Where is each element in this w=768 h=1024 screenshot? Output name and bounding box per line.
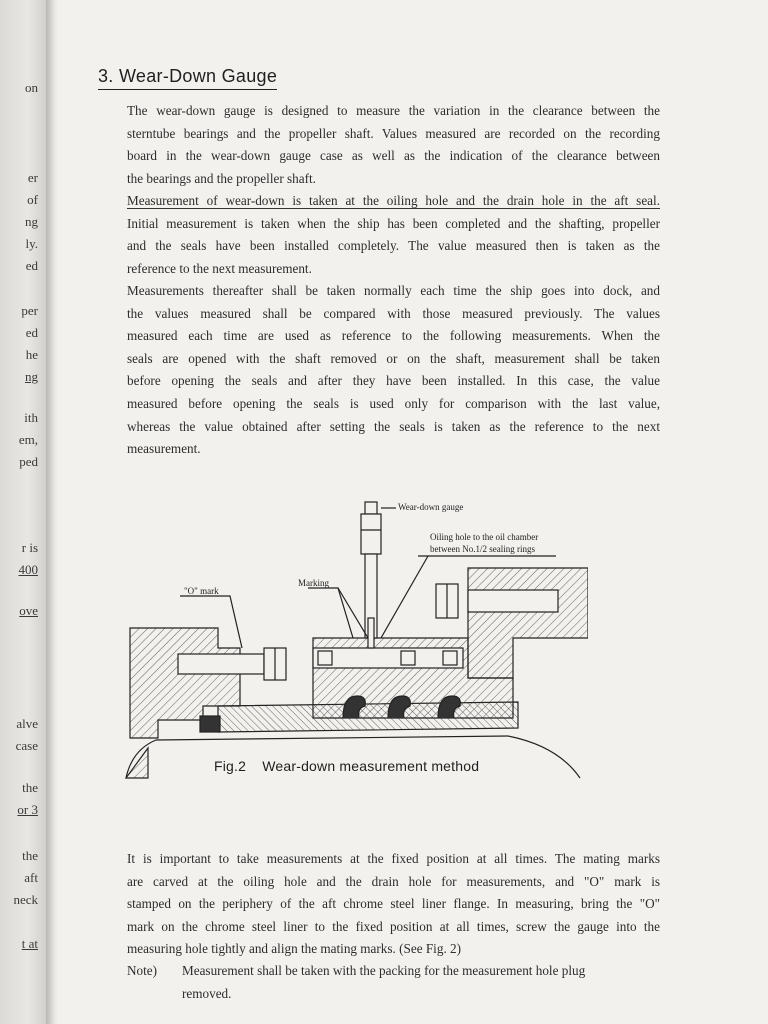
paragraph-initial-measurement [127,190,660,280]
gauge-knob [365,502,377,514]
text-line: the values measured shall be compared with those measured previously. The values [127,305,660,321]
text-line: whereas the value obtained after setting the seals is taken as the reference to the next [127,418,660,434]
section-number: 3. [98,66,114,86]
shaft-outline-right [508,736,580,778]
paragraph-purpose [127,100,660,190]
oil-passage [313,648,463,668]
label-o-mark: "O" mark [184,586,219,596]
margin-fragment: 400 [18,562,38,577]
margin-fragment: of [27,192,38,207]
text-line: Measurements thereafter shall be taken normally each time the ship goes into dock, and [127,283,660,298]
margin-fragment: t at [21,936,38,951]
underlined-text: Measurement of wear-down is taken at the oiling hole and the drain hole in the aft seal. [127,193,660,208]
figure-caption-text: Wear-down measurement method [262,758,480,774]
label-wear-down-gauge: Wear-down gauge [398,502,464,512]
leader-marking-2 [338,588,368,638]
o-ring-seal [200,716,220,732]
paragraph-fixed-position [127,848,660,961]
note-line-1: Measurement shall be taken with the packing for the measurement hole plug [182,963,586,978]
margin-fragment: or 3 [17,802,38,817]
margin-fragment: er [27,170,38,185]
left-bolt-shank [178,654,264,674]
text-line: sterntube bearings and the propeller shaft. Values measured are recorded on the recording [127,125,660,141]
margin-fragment: he [25,347,38,362]
text-line: the bearings and the propeller shaft. [127,170,316,186]
leader-marking-1 [308,588,353,638]
text-line: Initial measurement is taken when the ship has been completed and the shafting, propeller [127,215,660,231]
text-line: measured before opening the seals is used only for comparison with the last value, [127,395,660,411]
note-tag: Note) [127,963,158,978]
text-line-underlined [127,190,660,213]
section-title: Wear-Down Gauge [118,66,278,86]
label-marking: Marking [298,578,329,588]
wear-down-gauge-diagram [118,488,588,788]
text-line: board in the wear-down gauge case as well as the indication of the clearance between [127,148,660,164]
margin-fragment: em, [18,432,38,447]
margin-fragment: ped [19,454,38,469]
margin-fragment: ng [25,369,38,384]
margin-fragment: alve [16,716,38,731]
text-line: measurement. [127,441,201,457]
margin-fragment: ly. [25,236,38,251]
gauge-body [361,514,381,554]
text-line: and the seals have been installed completely. The value measured then is taken as the [127,238,660,254]
text-line: seals are opened with the shaft removed or on the shaft, measurement shall be taken [127,350,660,366]
right-housing [468,568,588,678]
margin-fragment: ove [19,603,38,618]
margin-fragment: aft [24,870,38,885]
margin-fragment: case [15,738,38,753]
text-line: are carved at the oiling hole and the drain hole for measurements, and "O" mark is [127,873,660,889]
margin-fragment: on [25,80,38,95]
margin-fragment: ed [25,258,38,273]
margin-fragment: ed [25,325,38,340]
text-line: mark on the chrome steel liner to the fixed position at all times, screw the gauge into the [127,918,660,934]
text-line: stamped on the periphery of the aft chrome steel liner flange. In measuring, bring the "O" [127,896,660,912]
label-oiling-hole-line1: Oiling hole to the oil chamber [430,532,539,542]
margin-fragment: per [21,303,38,318]
text-line: measuring hole tightly and align the mating marks. (See Fig. 2) [127,941,462,957]
margin-fragment: neck [13,892,38,907]
paragraph-subsequent-measurements [127,280,660,461]
figure-number: Fig.2 [214,758,247,774]
text-line: before opening the seals and after they have been installed. In this case, the value [127,373,660,389]
margin-fragment: ith [24,410,38,425]
text-line: measured each time are used as reference to the following measurements. When the [127,328,660,344]
note-line-2: removed. [182,985,232,1001]
text-line: The wear-down gauge is designed to measure the variation in the clearance between the [127,103,660,118]
text-line: reference to the next measurement. [127,260,312,276]
page-fold-shadow [46,0,58,1024]
margin-fragment: ng [25,214,38,229]
text-line: It is important to take measurements at the fixed position at all times. The mating marks [127,851,660,866]
margin-fragment: the [22,848,38,863]
leader-oiling-hole [381,556,428,638]
shaft-surface [156,736,508,740]
adjacent-page-margin [0,0,46,1024]
figure-caption [214,758,479,774]
right-bolt-shank [468,590,558,612]
section-heading [98,66,277,90]
label-oiling-hole-line2: between No.1/2 sealing rings [430,544,535,554]
note-block [127,960,660,1005]
shaft-hatch-left [126,748,148,778]
margin-fragment: the [22,780,38,795]
margin-fragment: r is [21,540,38,555]
